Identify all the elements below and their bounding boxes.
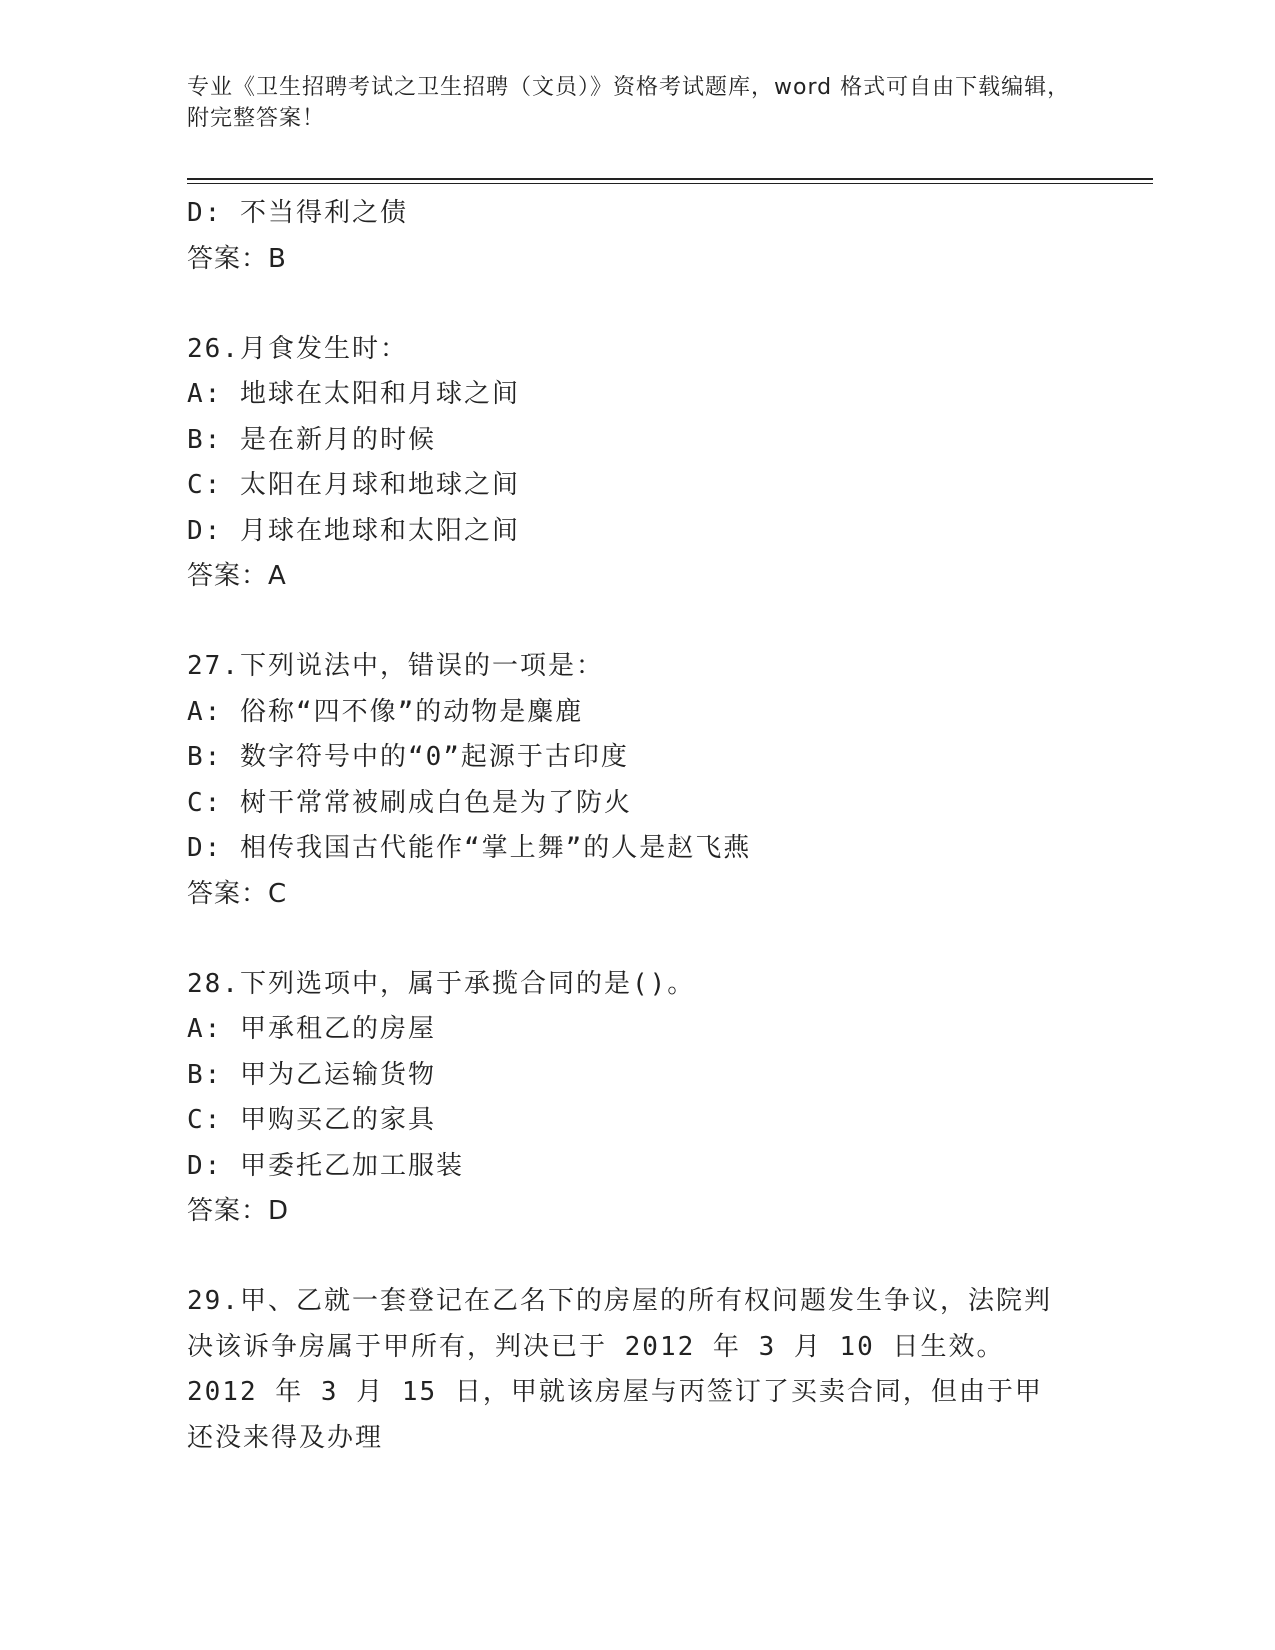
prev-answer: 答案：B [187,243,287,274]
option-b: B: 甲为乙运输货物 [187,1059,436,1090]
option-c: C: 甲购买乙的家具 [187,1105,436,1135]
question-28 [187,962,1087,1235]
option-a: A: 甲承租乙的房屋 [187,1014,436,1044]
header-rule-thin [187,183,1153,184]
header-rule-thick [187,178,1153,180]
option-b: B: 数字符号中的“0”起源于古印度 [187,742,629,772]
question-29-text: 29.甲、乙就一套登记在乙名下的房屋的所有权问题发生争议，法院判决该诉争房属于甲所有，判决已于 2012 年 3 月 10 日生效。2012 年 3 月 15 日，甲就该房屋与丙签订了买卖合同，但由于甲还没来得及办理 [187,1286,1052,1453]
question-text: 26.月食发生时： [187,333,408,364]
option-c: C: 太阳在月球和地球之间 [187,470,520,500]
option-d: D: 相传我国古代能作“掌上舞”的人是赵飞燕 [187,833,752,863]
question-text: 28.下列选项中，属于承揽合同的是()。 [187,968,696,999]
question-26 [187,327,1087,600]
option-d: D: 月球在地球和太阳之间 [187,515,520,546]
option-a: A: 俗称“四不像”的动物是麋鹿 [187,696,584,727]
document-header: 专业《卫生招聘考试之卫生招聘（文员）》资格考试题库，word 格式可自由下载编辑，附完整答案！ [187,75,1071,131]
document-body [187,191,1087,1461]
answer: 答案：C [187,878,288,909]
answer: 答案：D [187,1196,290,1226]
question-text: 27.下列说法中，错误的一项是： [187,651,604,681]
option-b: B: 是在新月的时候 [187,424,436,455]
option-d: D: 甲委托乙加工服装 [187,1150,464,1181]
option-c: C: 树干常常被刷成白色是为了防火 [187,787,632,818]
question-27 [187,644,1087,917]
prev-option-d: D: 不当得利之债 [187,198,408,228]
option-a: A: 地球在太阳和月球之间 [187,379,520,409]
answer: 答案：A [187,561,287,591]
